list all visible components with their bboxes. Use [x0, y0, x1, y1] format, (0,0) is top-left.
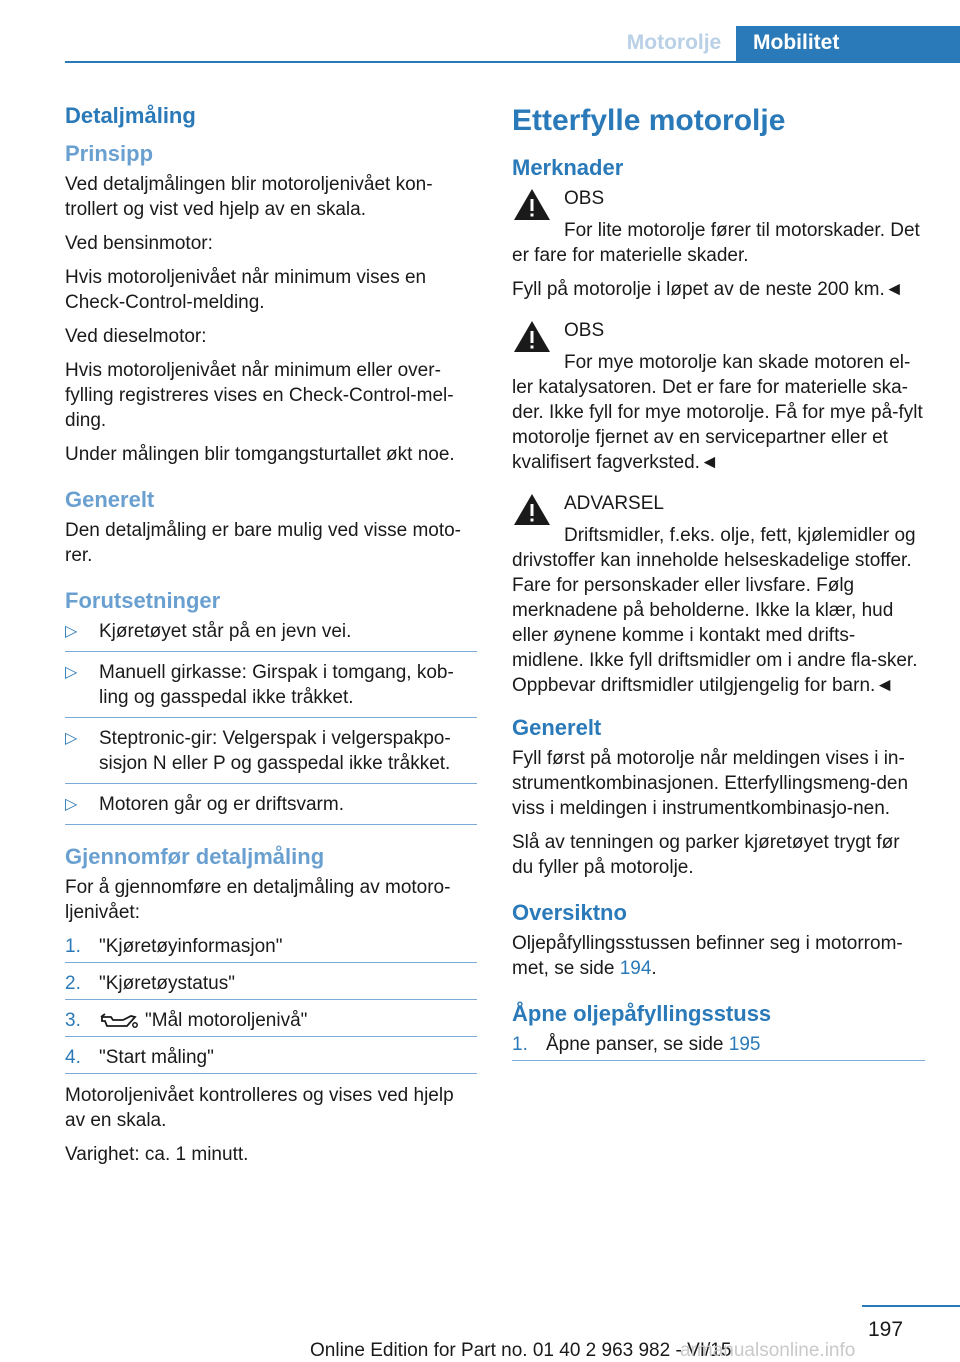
step-text: "Kjøretøyinformasjon" [99, 936, 283, 957]
warning-triangle-icon [512, 491, 552, 527]
step-number: 1. [65, 936, 81, 957]
step-number: 3. [65, 1010, 81, 1031]
text: . [651, 958, 657, 979]
list-item [512, 1032, 925, 1061]
heading-prinsipp: Prinsipp [65, 141, 154, 166]
warning-text: For mye motorolje kan skade motoren el-ler katalysatoren. Det er fare for materielle ska-der. Ikke fyll for mye motorolje. Få for mye på-fylt motorolje fjernet av en servicepartner eller et kvalifisert fagverksted.◄ [512, 352, 923, 473]
footer-edition-text: Online Edition for Part no. 01 40 2 963 982 - VI/15 [310, 1340, 732, 1361]
warning-box [512, 491, 925, 698]
warning-title: ADVARSEL [564, 493, 664, 514]
list-item [65, 1008, 477, 1037]
paragraph: Ved bensinmotor: [65, 233, 213, 254]
triangle-bullet-icon: ▷ [65, 730, 78, 747]
step-number: 4. [65, 1047, 81, 1068]
list-item [65, 660, 477, 718]
heading-generelt: Generelt [65, 487, 155, 512]
header-rule [65, 61, 960, 63]
warning-triangle-icon [512, 318, 552, 354]
paragraph: Fyll først på motorolje når meldingen vises i in-strumentkombinasjonen. Etterfyllingsmeng-den viss i meldingen i instrumentkombinasjo-nen. [512, 748, 909, 819]
heading-gjennomfor: Gjennomfør detaljmåling [65, 844, 325, 869]
warning-title: OBS [564, 188, 605, 209]
paragraph: Motoroljenivået kontrolleres og vises ved hjelp av en skala. [65, 1085, 454, 1131]
heading-forutsetninger: Forutsetninger [65, 588, 221, 613]
heading-oversikt: Oversiktno [512, 900, 627, 925]
paragraph: Den detaljmåling er bare mulig ved visse moto-rer. [65, 520, 462, 566]
step-text: "Kjøretøystatus" [99, 973, 235, 994]
warning-text: Driftsmidler, f.eks. olje, fett, kjølemidler og drivstoffer kan inneholde helseskadelige stoffer. Fare for personskader eller livsfare. Følg merknadene på beholderne. Ikke la klær, hud eller øynene komme i kontakt med drifts-midlene. Ikke fyll driftsmidler om i andre fla-sker. Oppbevar driftsmidler utilgjengelig for barn.◄ [512, 525, 918, 696]
paragraph: Ved detaljmålingen blir motoroljenivået kon-trollert og vist ved hjelp av en skala. [65, 174, 433, 220]
list-item-text: Steptronic-gir: Velgerspak i velgerspakpo-sisjon N eller P og gasspedal ikke tråkket. [99, 728, 451, 774]
step-text: Åpne panser, se side [546, 1034, 729, 1055]
paragraph: Under målingen blir tomgangsturtallet økt noe. [65, 444, 455, 465]
list-item [65, 971, 477, 1000]
page-link-195[interactable]: 195 [728, 1034, 761, 1055]
footer-rule [862, 1305, 960, 1307]
warning-triangle-icon [512, 186, 552, 222]
paragraph: Slå av tenningen og parker kjøretøyet trygt før du fyller på motorolje. [512, 832, 900, 878]
heading-generelt-right: Generelt [512, 715, 602, 740]
tab-mobilitet[interactable]: Mobilitet [736, 26, 960, 62]
warning-title: OBS [564, 320, 605, 341]
section-title-etterfylle: Etterfylle motorolje [512, 104, 786, 137]
right-column [512, 102, 925, 1070]
tab-motorolje[interactable]: Motorolje [626, 31, 722, 54]
triangle-bullet-icon: ▷ [65, 796, 78, 813]
list-item [65, 792, 477, 825]
list-item [65, 1045, 477, 1074]
warning-extra: Fyll på motorolje i løpet av de neste 200 km.◄ [512, 279, 904, 300]
section-title-detaljmaling: Detaljmåling [65, 103, 196, 128]
step-text: "Start måling" [99, 1047, 214, 1068]
paragraph: Hvis motoroljenivået når minimum eller over-fylling registreres vises en Check-Control-mel-ding. [65, 360, 454, 431]
steps-list [65, 934, 477, 1074]
paragraph: For å gjennomføre en detaljmåling av motoro-ljenivået: [65, 877, 451, 923]
triangle-bullet-icon: ▷ [65, 623, 78, 640]
list-item [65, 934, 477, 963]
step-number: 1. [512, 1034, 528, 1055]
paragraph: Ved dieselmotor: [65, 326, 207, 347]
watermark: armanualsonline.info [680, 1340, 856, 1361]
heading-merknader: Merknader [512, 155, 624, 180]
page-number: 197 [868, 1318, 904, 1341]
page-link-194[interactable]: 194 [619, 958, 652, 979]
oil-can-icon [99, 1011, 139, 1031]
warning-text: For lite motorolje fører til motorskader. Det er fare for materielle skader. [512, 220, 920, 266]
step-number: 2. [65, 973, 81, 994]
heading-apne: Åpne oljepåfyllingsstuss [512, 1001, 772, 1026]
triangle-bullet-icon: ▷ [65, 664, 78, 681]
list-item [65, 726, 477, 784]
list-item [65, 619, 477, 652]
paragraph: Hvis motoroljenivået når minimum vises en Check-Control-melding. [65, 267, 427, 313]
warning-box [512, 318, 925, 475]
prerequisite-list [65, 619, 477, 825]
list-item-text: Kjøretøyet står på en jevn vei. [99, 621, 352, 642]
steps-list [512, 1032, 925, 1061]
left-column [65, 102, 477, 1176]
step-text: "Mål motoroljenivå" [145, 1010, 308, 1031]
warning-box [512, 186, 925, 302]
list-item-text: Motoren går og er driftsvarm. [99, 794, 344, 815]
list-item-text: Manuell girkasse: Girspak i tomgang, kob-ling og gasspedal ikke tråkket. [99, 662, 454, 708]
paragraph: Varighet: ca. 1 minutt. [65, 1144, 249, 1165]
text: Oljepåfyllingsstussen befinner seg i motorrom-met, se side [512, 933, 903, 979]
paragraph [512, 931, 925, 981]
